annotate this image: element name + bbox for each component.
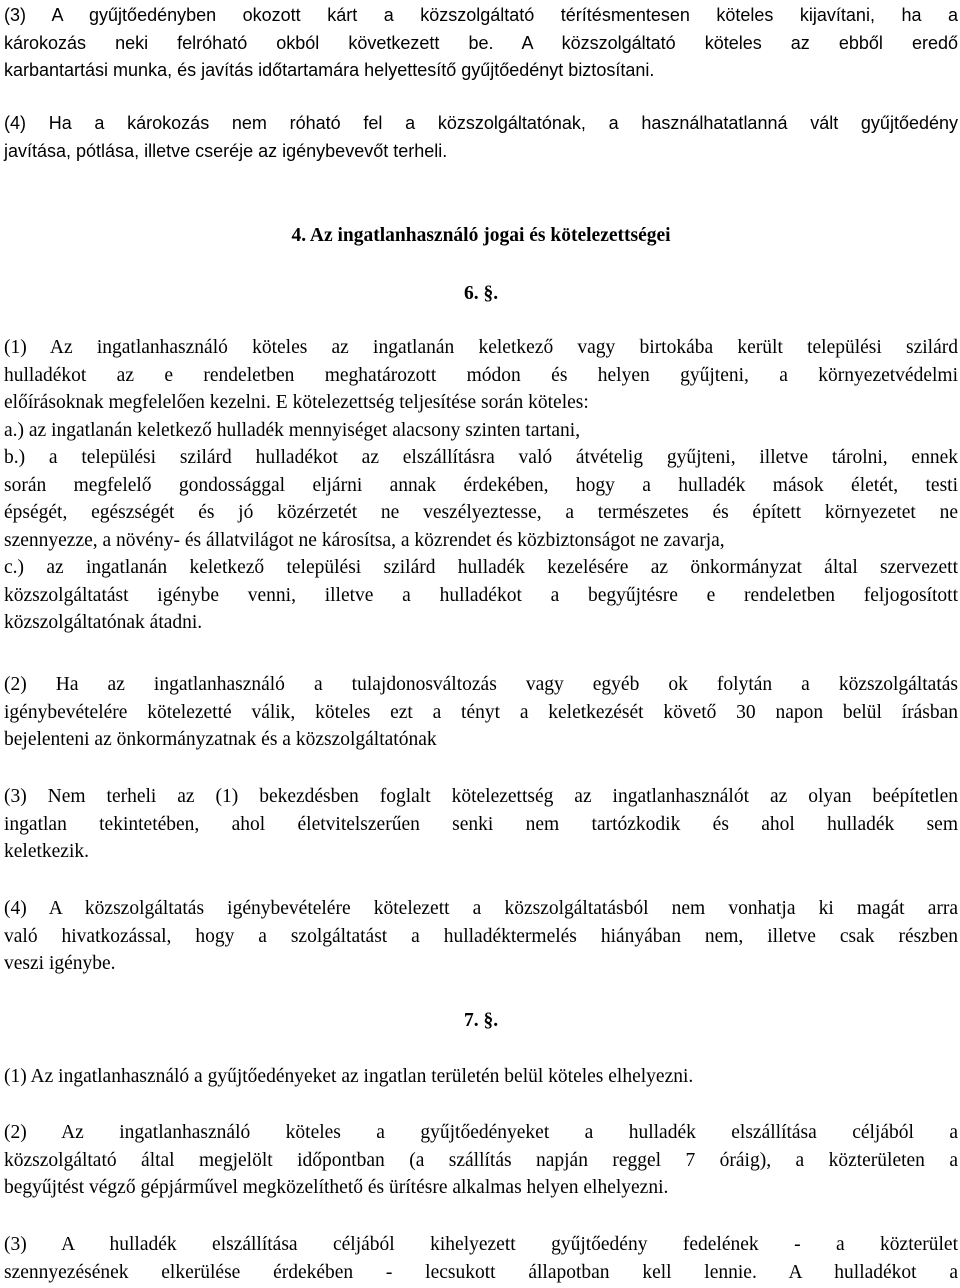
text-line: (3) A gyűjtőedényben okozott kárt a közszolgáltató térítésmentesen köteles kijavítani, ha a [4, 5, 958, 25]
text-line: (3) Nem terheli az (1) bekezdésben foglalt kötelezettség az ingatlanhasználót az olyan beépítetlen [4, 786, 958, 807]
text-line: (2) Az ingatlanhasználó köteles a gyűjtőedényeket a hulladék elszállítása céljából a [4, 1122, 958, 1143]
section-7-paragraph-2 [4, 1119, 958, 1202]
list-item-c-line: közszolgáltatást igénybe venni, illetve a hulladékot a begyűjtésre e rendeletben feljogosított [4, 584, 958, 606]
text-line: károkozás neki felróható okból következett be. A közszolgáltató köteles az ebből eredő [4, 32, 958, 53]
section-7-paragraph-3 [4, 1231, 958, 1286]
text-line: karbantartási munka, és javítás időtartamára helyettesítő gyűjtőedényt biztosítani. [4, 60, 655, 80]
text-line: (1) Az ingatlanhasználó köteles az ingatlanán keletkező vagy birtokába került települési szilárd [4, 337, 958, 358]
text-line: (4) A közszolgáltatás igénybevételére kötelezett a közszolgáltatásból nem vonhatja ki magát arra [4, 898, 958, 919]
section-6-paragraph-1 [4, 334, 958, 637]
text-line: (3) A hulladék elszállítása céljából kihelyezett gyűjtőedény fedelének - a közterület [4, 1234, 958, 1255]
list-item-b-line: b.) a települési szilárd hulladékot az elszállításra való átvételig gyűjteni, illetve tárolni, ennek [4, 447, 958, 468]
list-item-c-line: c.) az ingatlanán keletkező települési szilárd hulladék kezelésére az önkormányzat által szervezett [4, 557, 958, 578]
paragraph-4-damage-costs [4, 110, 958, 165]
text-line: keletkezik. [4, 841, 89, 862]
section-7-heading: 7. §. [463, 1010, 499, 1031]
list-item-c-line: közszolgáltatónak átadni. [4, 612, 203, 633]
text-line: közszolgáltató által megjelölt időpontban (a szállítás napján reggel 7 óráig), a közterületen a [4, 1149, 958, 1171]
list-item-b-line: épségét, egészségét és jó közérzetét ne veszélyeztesse, a természetes és épített környezetet ne [4, 502, 958, 523]
list-item-b-line: szennyezze, a növény- és állatvilágot ne károsítsa, a közrendet és közbiztonságot ne zavarja, [4, 529, 725, 551]
text-line: hulladékot az e rendeletben meghatározott módon és helyen gyűjteni, a környezetvédelmi [4, 364, 958, 386]
section-7-paragraph-1 [4, 1063, 958, 1091]
text-line: (4) Ha a károkozás nem róható fel a közszolgáltatónak, a használhatatlanná vált gyűjtőedény [4, 113, 958, 133]
text-line: igénybevételére kötelezetté válik, köteles ezt a tényt a keletkezését követő 30 napon belül írásban [4, 701, 958, 723]
text-line: javítása, pótlása, illetve cseréje az igénybevevőt terheli. [4, 140, 448, 161]
section-6-paragraph-2 [4, 671, 958, 754]
text-line: bejelenteni az önkormányzatnak és a közszolgáltatónak [4, 729, 437, 750]
section-6-paragraph-4 [4, 895, 958, 978]
text-line: veszi igénybe. [4, 953, 116, 974]
list-item-b-line: során megfelelő gondossággal eljárni annak érdekében, hogy a hulladék mások életét, testi [4, 474, 958, 496]
section-6-heading: 6. §. [463, 283, 499, 304]
text-line: begyűjtést végző gépjárművel megközelíthető és ürítésre alkalmas helyen elhelyezni. [4, 1177, 669, 1198]
paragraph-3-damage-repair [4, 2, 958, 85]
text-line: való hivatkozással, hogy a szolgáltatást a hulladéktermelés hiányában nem, illetve csak részben [4, 925, 958, 947]
section-6-paragraph-3 [4, 783, 958, 866]
text-line: (2) Ha az ingatlanhasználó a tulajdonosváltozás vagy egyéb ok folytán a közszolgáltatás [4, 674, 958, 695]
text-line: ingatlan tekintetében, ahol életvitelszerűen senki nem tartózkodik és ahol hulladék sem [4, 813, 958, 835]
text-line: szennyezésének elkerülése érdekében - lecsukott állapotban kell lennie. A hulladékot a [4, 1261, 958, 1283]
list-item-a: a.) az ingatlanán keletkező hulladék mennyiséget alacsony szinten tartani, [4, 419, 581, 441]
text-line: (1) Az ingatlanhasználó a gyűjtőedényeket az ingatlan területén belül köteles elhelyezni. [4, 1066, 694, 1087]
chapter-heading: 4. Az ingatlanhasználó jogai és kötelezettségei [291, 225, 671, 246]
text-line: előírásoknak megfelelően kezelni. E kötelezettség teljesítése során köteles: [4, 392, 589, 413]
